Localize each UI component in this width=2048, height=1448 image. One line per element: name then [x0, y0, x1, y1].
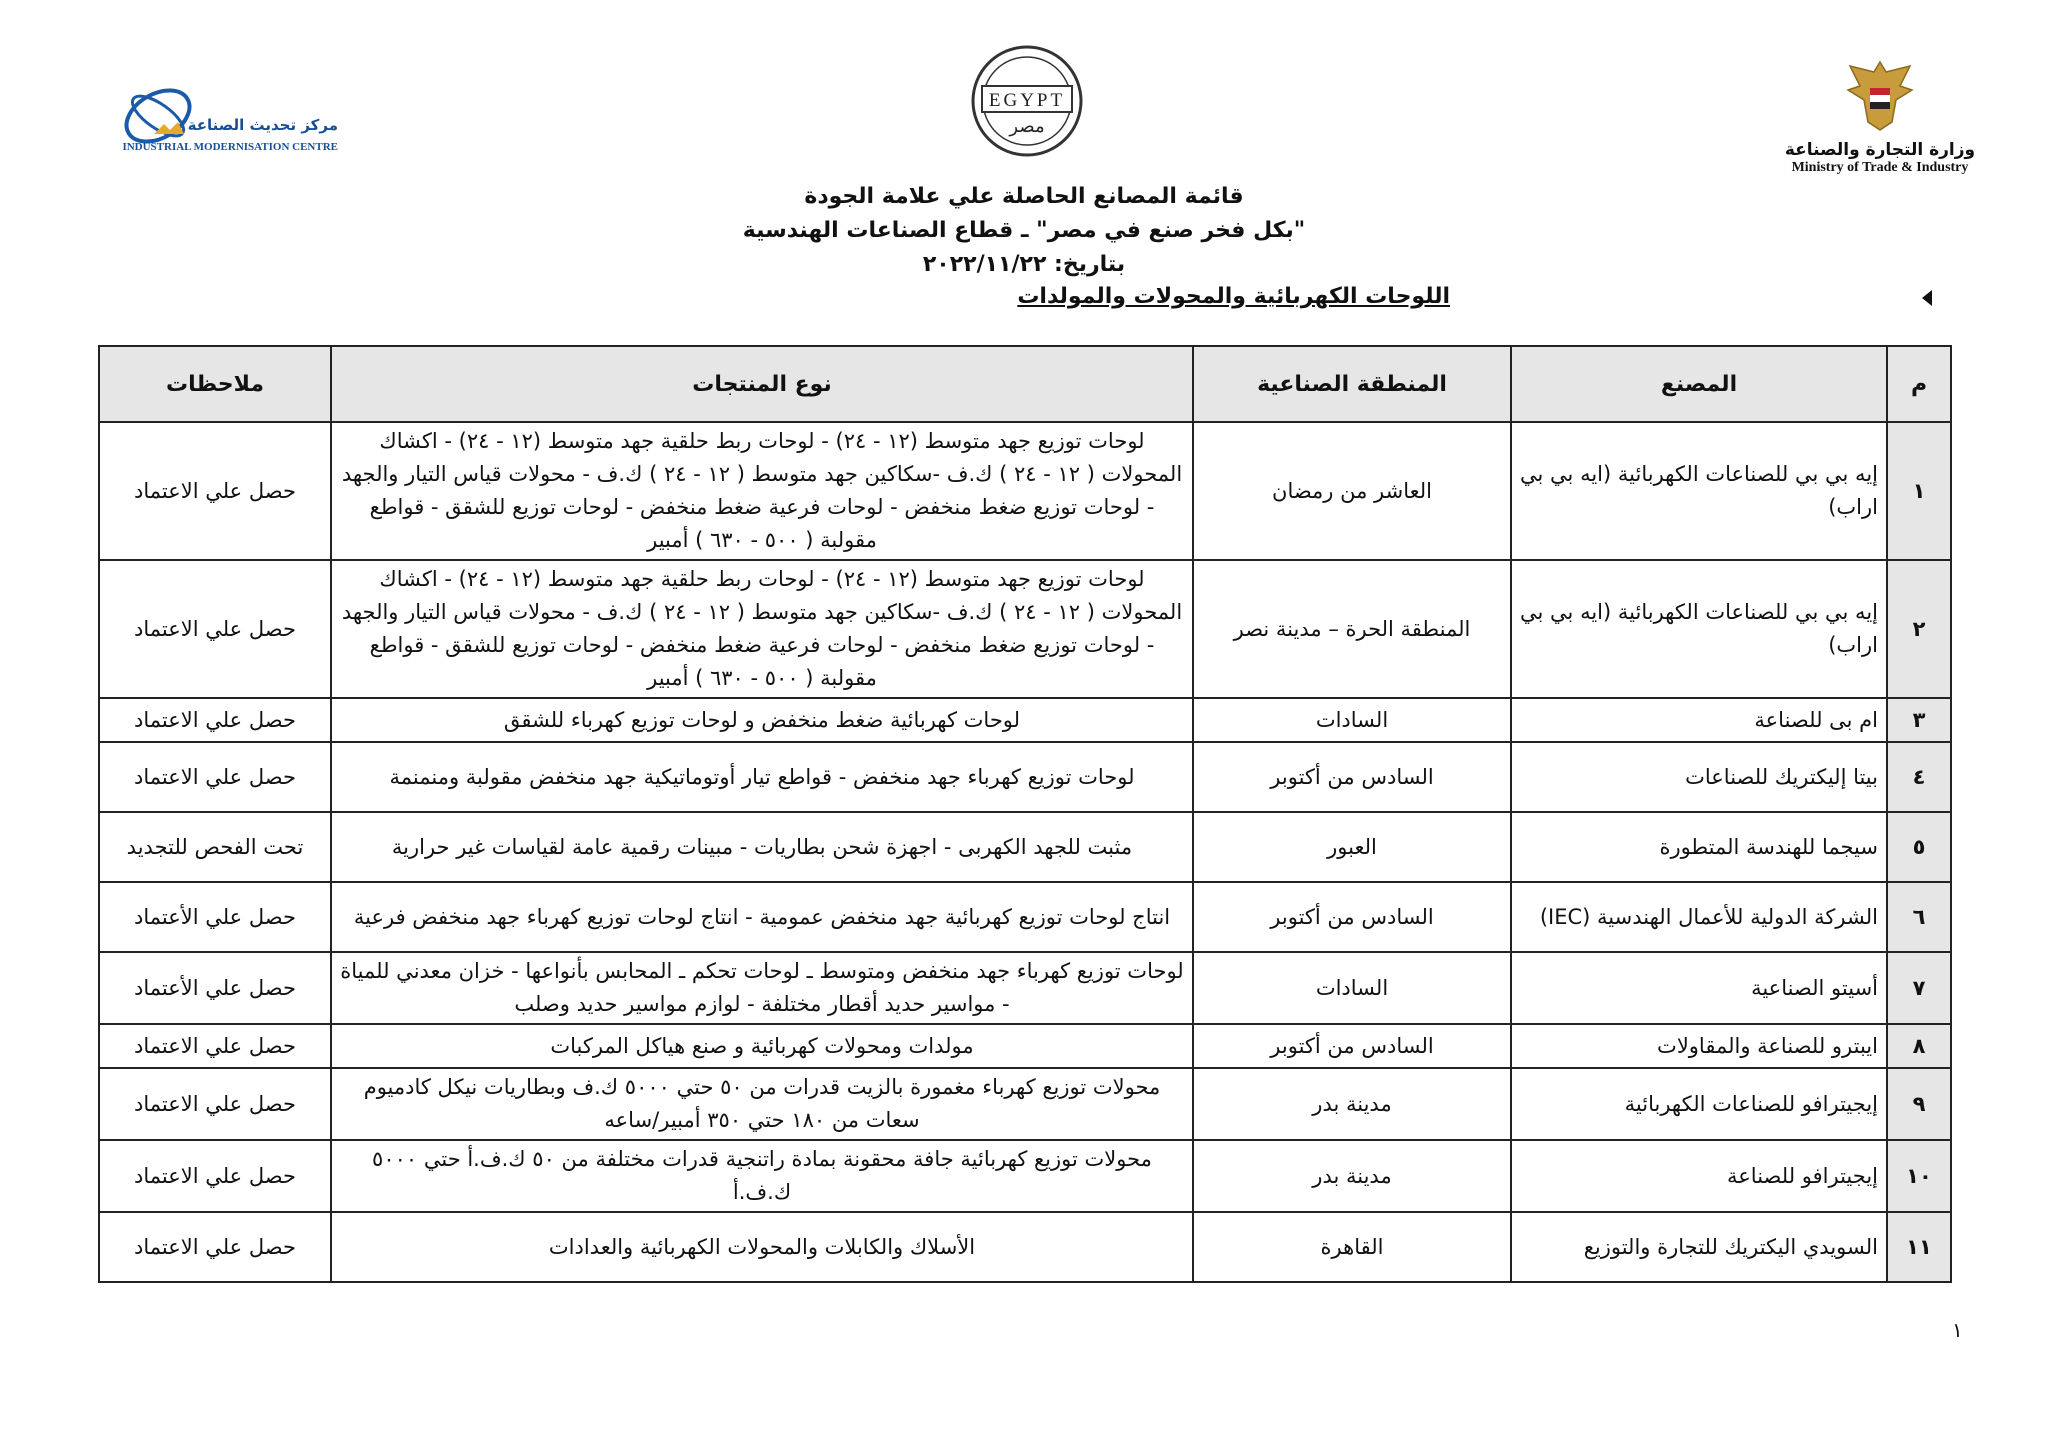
- row-notes: حصل علي الأعتماد: [99, 882, 331, 952]
- table-row: [99, 1024, 1951, 1068]
- row-notes: تحت الفحص للتجديد: [99, 812, 331, 882]
- eagle-emblem-icon: [1840, 56, 1920, 134]
- row-zone: السادات: [1193, 698, 1511, 742]
- row-zone: السادس من أكتوبر: [1193, 742, 1511, 812]
- row-products: مثبت للجهد الكهربى - اجهزة شحن بطاريات - مبينات رقمية عامة لقياسات غير حرارية: [331, 812, 1193, 882]
- row-notes: حصل علي الاعتماد: [99, 698, 331, 742]
- row-num: ٢: [1887, 560, 1951, 698]
- title-date: بتاريخ: ٢٠٢٢/١١/٢٢: [922, 252, 1126, 277]
- row-factory: إيجيترافو للصناعات الكهربائية: [1511, 1068, 1887, 1140]
- table-row: [99, 882, 1951, 952]
- row-products: لوحات توزيع جهد متوسط (١٢ - ٢٤) - لوحات ربط حلقية جهد متوسط (١٢ - ٢٤) - اكشاك المحولات ( ١٢ - ٢٤ ) ك.ف -سكاكين جهد متوسط ( ١٢ - ٢٤ ) ك.ف - محولات قياس التيار والجهد - لوحات توزيع ضغط منخفض - لوحات فرعية ضغط منخفض - لوحات توزيع للشقق - قواطع مقولبة ( ٥٠٠ - ٦٣٠ ) أمبير: [331, 422, 1193, 560]
- row-num: ٦: [1887, 882, 1951, 952]
- title-line-1: قائمة المصانع الحاصلة علي علامة الجودة: [804, 184, 1244, 209]
- row-notes: حصل علي الاعتماد: [99, 1212, 331, 1282]
- row-zone: السادات: [1193, 952, 1511, 1024]
- ministry-logo: [1770, 56, 1990, 186]
- row-products: انتاج لوحات توزيع كهربائية جهد منخفض عمومية - انتاج لوحات توزيع كهرباء جهد منخفض فرعية: [331, 882, 1193, 952]
- row-zone: القاهرة: [1193, 1212, 1511, 1282]
- svg-text:مصر: مصر: [1009, 116, 1045, 137]
- row-factory: الشركة الدولية للأعمال الهندسية (IEC): [1511, 882, 1887, 952]
- row-zone: المنطقة الحرة – مدينة نصر: [1193, 560, 1511, 698]
- row-products: لوحات توزيع جهد متوسط (١٢ - ٢٤) - لوحات ربط حلقية جهد متوسط (١٢ - ٢٤) - اكشاك المحولات ( ١٢ - ٢٤ ) ك.ف -سكاكين جهد متوسط ( ١٢ - ٢٤ ) ك.ف - محولات قياس التيار والجهد - لوحات توزيع ضغط منخفض - لوحات فرعية ضغط منخفض - لوحات توزيع للشقق - قواطع مقولبة ( ٥٠٠ - ٦٣٠ ) أمبير: [331, 560, 1193, 698]
- row-num: ٧: [1887, 952, 1951, 1024]
- ministry-name-ar: وزارة التجارة والصناعة: [1784, 140, 1976, 160]
- row-factory: إيه بي بي للصناعات الكهربائية (ايه بي بي اراب): [1511, 560, 1887, 698]
- table-row: [99, 1140, 1951, 1212]
- row-zone: مدينة بدر: [1193, 1068, 1511, 1140]
- row-zone: العاشر من رمضان: [1193, 422, 1511, 560]
- document-titles: [0, 180, 2048, 282]
- row-num: ١٠: [1887, 1140, 1951, 1212]
- row-zone: العبور: [1193, 812, 1511, 882]
- header-zone: المنطقة الصناعية: [1193, 346, 1511, 422]
- svg-text:INDUSTRIAL MODERNISATION CENTR: INDUSTRIAL MODERNISATION CENTRE: [122, 141, 338, 153]
- table-row: [99, 1068, 1951, 1140]
- row-num: ١١: [1887, 1212, 1951, 1282]
- row-notes: حصل علي الاعتماد: [99, 1068, 331, 1140]
- row-products: الأسلاك والكابلات والمحولات الكهربائية والعدادات: [331, 1212, 1193, 1282]
- row-zone: السادس من أكتوبر: [1193, 882, 1511, 952]
- row-num: ٤: [1887, 742, 1951, 812]
- section-heading: اللوحات الكهربائية والمحولات والمولدات: [1017, 284, 1450, 309]
- table-row: [99, 1212, 1951, 1282]
- row-products: لوحات كهربائية ضغط منخفض و لوحات توزيع كهرباء للشقق: [331, 698, 1193, 742]
- row-products: لوحات توزيع كهرباء جهد منخفض ومتوسط ـ لوحات تحكم ـ المحابس بأنواعها - خزان معدني للمياة - مواسير حديد أقطار مختلفة - لوازم مواسير حديد وصلب: [331, 952, 1193, 1024]
- row-num: ١: [1887, 422, 1951, 560]
- svg-text:مركز تحديث الصناعة: مركز تحديث الصناعة: [187, 116, 338, 134]
- table-row: [99, 952, 1951, 1024]
- table-row: [99, 422, 1951, 560]
- header-factory: المصنع: [1511, 346, 1887, 422]
- row-notes: حصل علي الاعتماد: [99, 1140, 331, 1212]
- imc-logo: [118, 68, 358, 168]
- row-factory: السويدي اليكتريك للتجارة والتوزيع: [1511, 1212, 1887, 1282]
- table-row: [99, 560, 1951, 698]
- table-header-row: [99, 346, 1951, 422]
- bullet-arrow-icon: [1922, 290, 1932, 306]
- made-in-egypt-logo: [968, 42, 1086, 160]
- row-products: محولات توزيع كهربائية جافة محقونة بمادة راتنجية قدرات مختلفة من ٥٠ ك.ف.أ حتي ٥٠٠٠ ك.ف.أ: [331, 1140, 1193, 1212]
- header-num: م: [1887, 346, 1951, 422]
- row-factory: إيه بي بي للصناعات الكهربائية (ايه بي بي اراب): [1511, 422, 1887, 560]
- row-factory: إيجيترافو للصناعة: [1511, 1140, 1887, 1212]
- row-num: ٥: [1887, 812, 1951, 882]
- row-factory: بيتا إليكتريك للصناعات: [1511, 742, 1887, 812]
- row-products: لوحات توزيع كهرباء جهد منخفض - قواطع تيار أوتوماتيكية جهد منخفض مقولبة ومنمنمة: [331, 742, 1193, 812]
- row-num: ٨: [1887, 1024, 1951, 1068]
- row-notes: حصل علي الاعتماد: [99, 1024, 331, 1068]
- row-factory: ام بى للصناعة: [1511, 698, 1887, 742]
- table-row: [99, 698, 1951, 742]
- row-products: مولدات ومحولات كهربائية و صنع هياكل المركبات: [331, 1024, 1193, 1068]
- header-notes: ملاحظات: [99, 346, 331, 422]
- table-row: [99, 812, 1951, 882]
- table-row: [99, 742, 1951, 812]
- title-line-2: "بكل فخر صنع في مصر" ـ قطاع الصناعات الهندسية: [742, 218, 1306, 243]
- row-zone: مدينة بدر: [1193, 1140, 1511, 1212]
- factories-table: [98, 345, 1952, 1283]
- row-num: ٩: [1887, 1068, 1951, 1140]
- row-num: ٣: [1887, 698, 1951, 742]
- row-notes: حصل علي الاعتماد: [99, 560, 331, 698]
- row-notes: حصل علي الاعتماد: [99, 422, 331, 560]
- ministry-name-en: Ministry of Trade & Industry: [1791, 160, 1969, 175]
- row-factory: سيجما للهندسة المتطورة: [1511, 812, 1887, 882]
- row-factory: ايبترو للصناعة والمقاولات: [1511, 1024, 1887, 1068]
- svg-text:EGYPT: EGYPT: [988, 90, 1066, 111]
- header-products: نوع المنتجات: [331, 346, 1193, 422]
- row-notes: حصل علي الأعتماد: [99, 952, 331, 1024]
- row-factory: أسيتو الصناعية: [1511, 952, 1887, 1024]
- row-products: محولات توزيع كهرباء مغمورة بالزيت قدرات من ٥٠ حتي ٥٠٠٠ ك.ف وبطاريات نيكل كادميوم سعات من ١٨٠ حتي ٣٥٠ أمبير/ساعه: [331, 1068, 1193, 1140]
- row-zone: السادس من أكتوبر: [1193, 1024, 1511, 1068]
- page-number: ١: [1952, 1318, 1963, 1342]
- row-notes: حصل علي الاعتماد: [99, 742, 331, 812]
